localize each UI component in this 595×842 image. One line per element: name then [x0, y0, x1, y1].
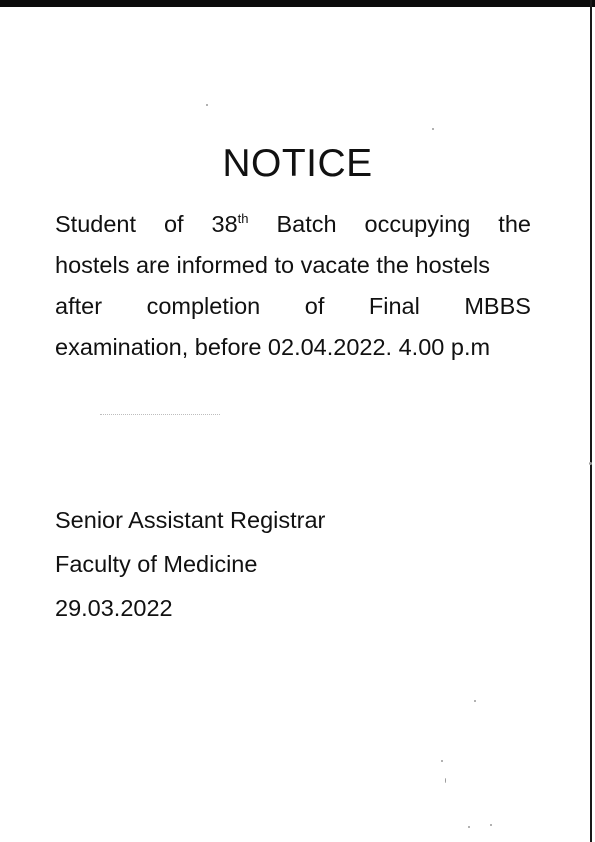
notice-title: NOTICE — [222, 142, 373, 185]
notice-word: of — [163, 211, 184, 237]
scan-speck — [206, 104, 208, 106]
scan-speck — [441, 760, 443, 762]
scan-right-edge — [590, 0, 592, 842]
scan-speck — [468, 826, 470, 828]
notice-word: occupying — [364, 211, 471, 237]
notice-word: Final — [368, 293, 420, 319]
notice-date: 29.03.2022 — [55, 595, 173, 621]
notice-body-line-1 — [55, 204, 531, 245]
scan-speck — [445, 778, 446, 783]
notice-body — [55, 204, 531, 368]
notice-word: the — [498, 211, 531, 237]
notice-word: of — [304, 293, 325, 319]
scan-top-border — [0, 0, 595, 7]
scan-speck — [432, 128, 434, 130]
notice-word: Batch — [276, 211, 337, 237]
notice-word: MBBS — [464, 293, 531, 319]
scan-speck — [490, 824, 492, 826]
batch-number — [212, 204, 249, 245]
notice-word: after — [55, 293, 103, 319]
scan-speck — [589, 462, 592, 465]
notice-body-line-4: examination, before 02.04.2022. 4.00 p.m — [55, 334, 491, 360]
notice-body-line-3 — [55, 286, 531, 327]
signature-block — [55, 498, 325, 630]
notice-word: Student — [55, 211, 137, 237]
batch-number-suffix: th — [237, 211, 249, 227]
scan-faint-mark — [100, 414, 220, 415]
signatory-faculty: Faculty of Medicine — [55, 551, 258, 577]
notice-body-line-2: hostels are informed to vacate the hostels — [55, 252, 490, 278]
notice-word: completion — [146, 293, 261, 319]
scan-speck — [474, 700, 476, 702]
signatory-position: Senior Assistant Registrar — [55, 507, 326, 533]
batch-number-value: 38 — [211, 211, 238, 237]
